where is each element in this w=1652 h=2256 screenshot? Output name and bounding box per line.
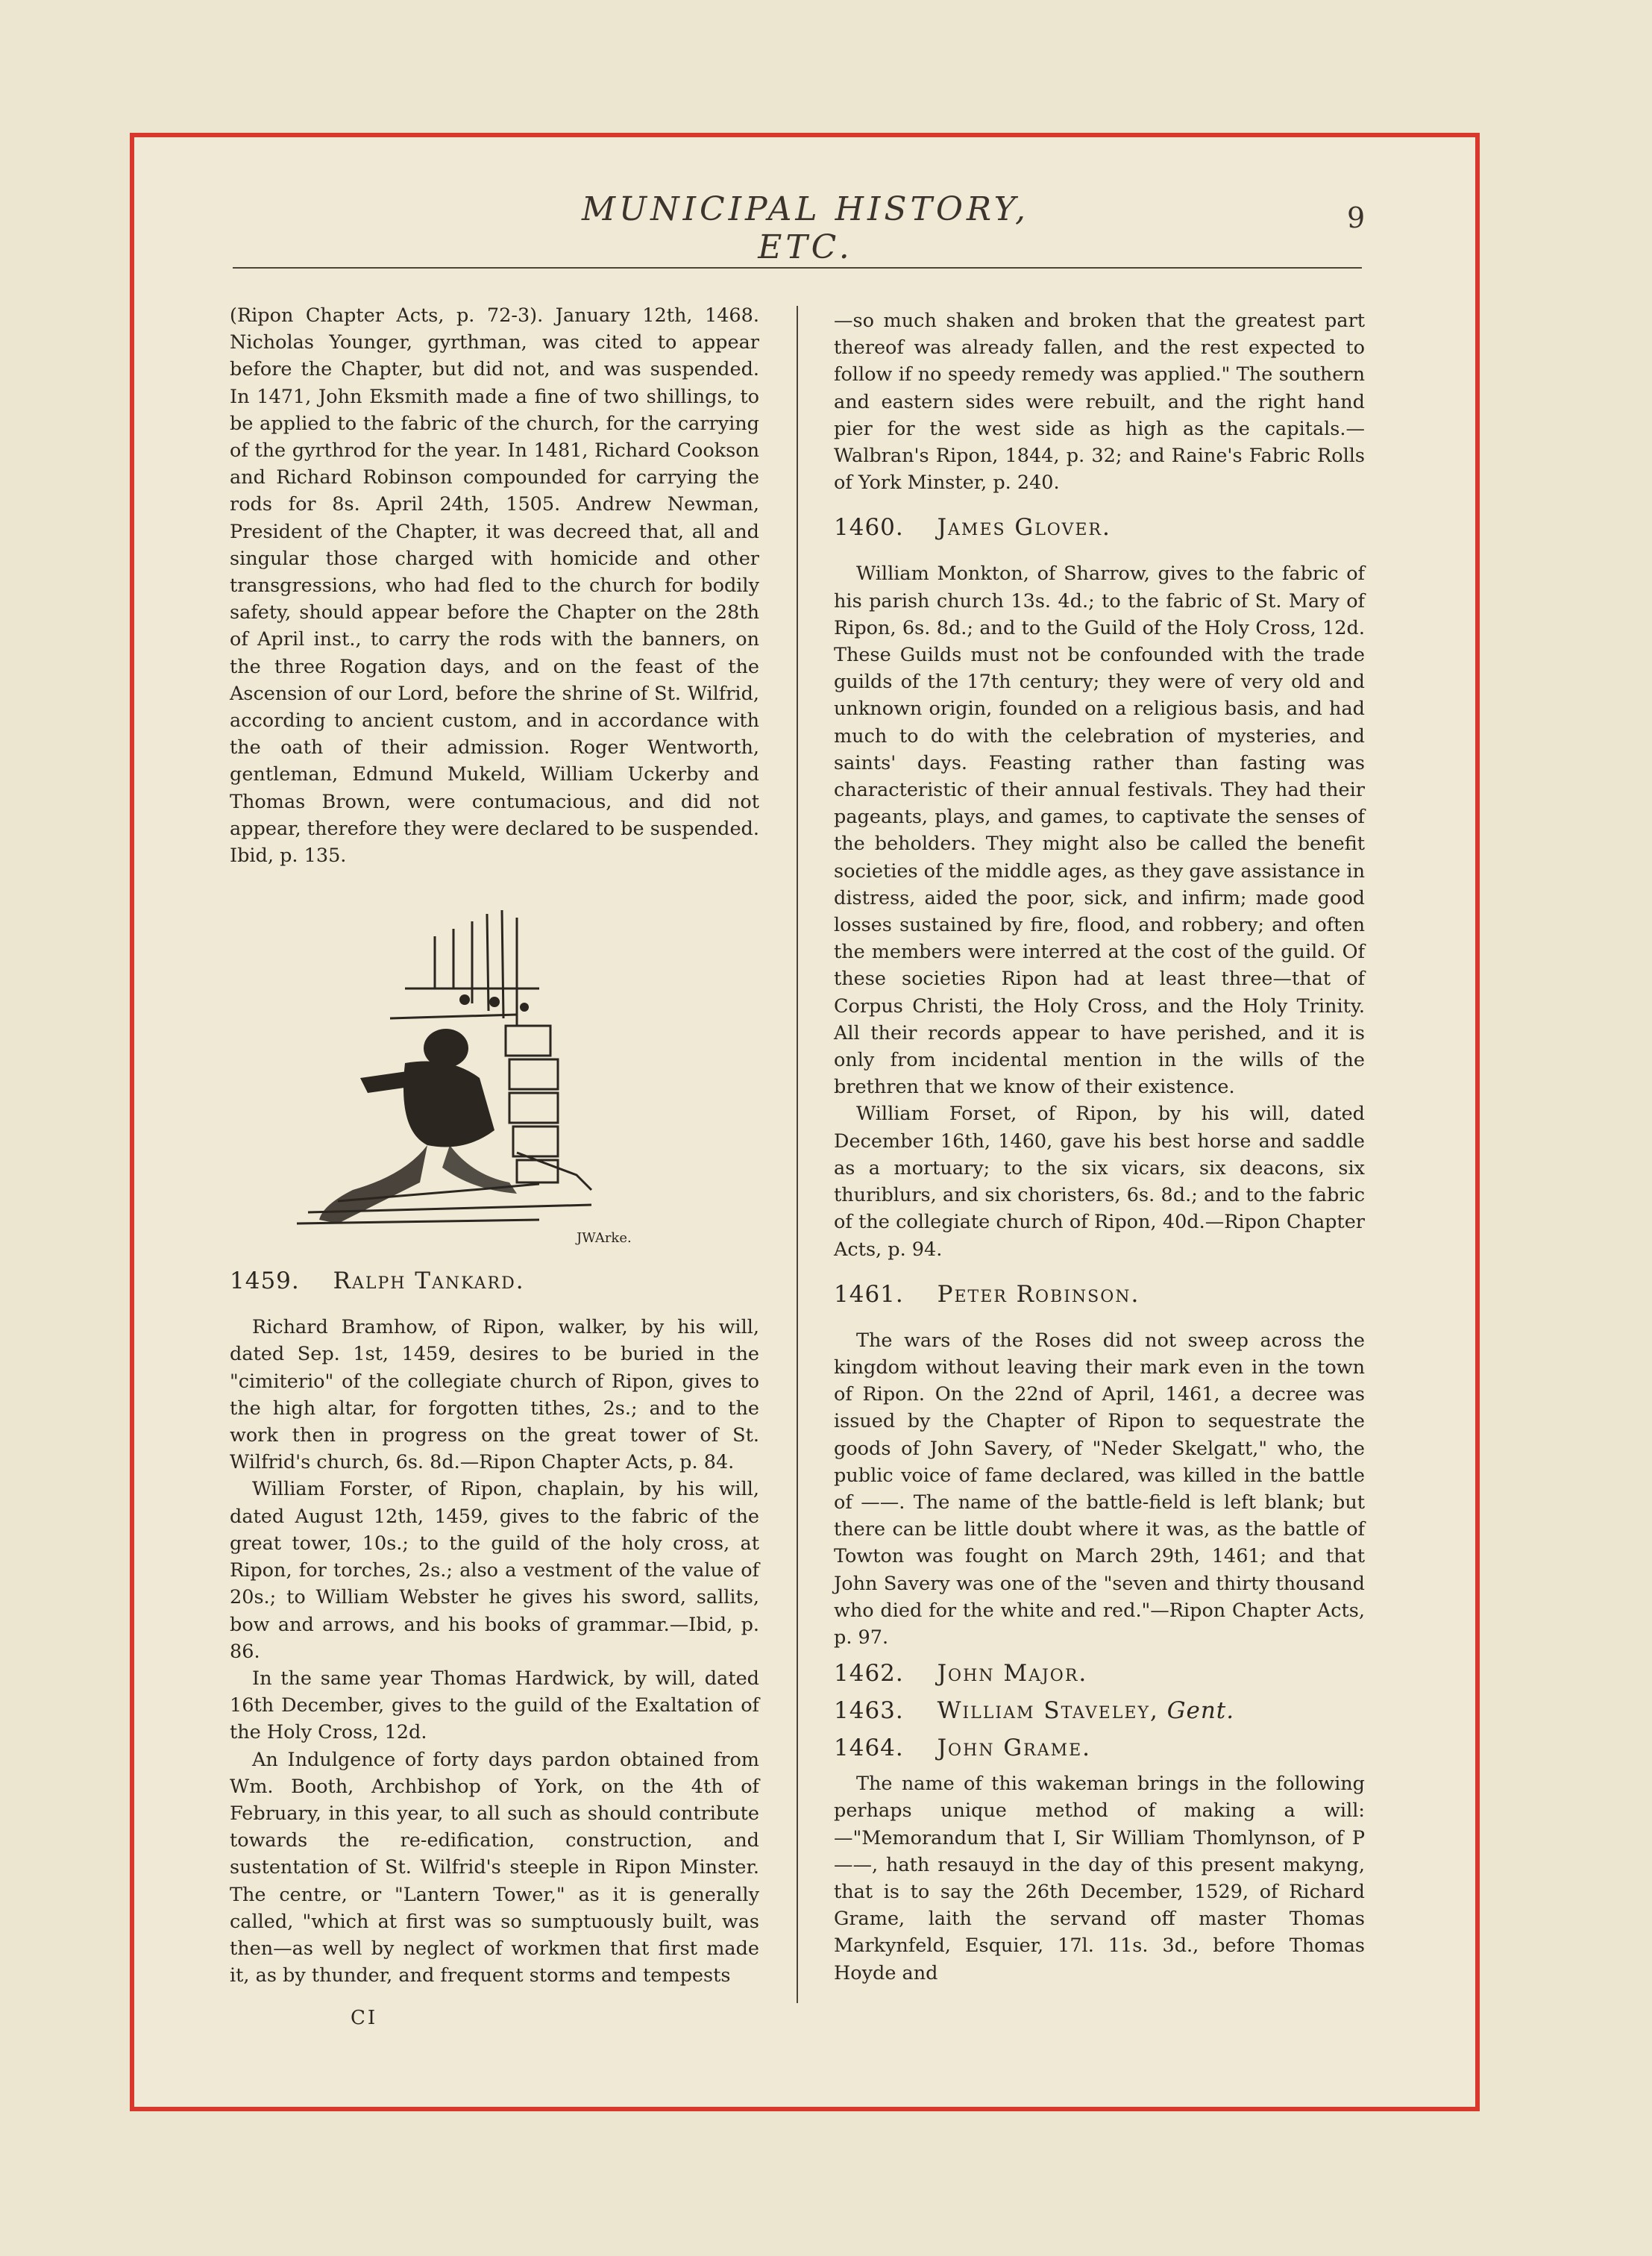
header-rule	[233, 267, 1362, 269]
heading-year: 1460.	[834, 514, 904, 542]
heading-year: 1459.	[230, 1268, 300, 1295]
heading-name: William Staveley,	[937, 1697, 1159, 1725]
paragraph: William Monkton, of Sharrow, gives to the fabric of his parish church 13s. 4d.; to the fabric of St. Mary of Ripon, 6s. 8d.; and to the Guild of the Holy Cross, 12d. These Guilds must not be confounded with the trade guilds of the 17th century; they were of very old and unknown origin, founded on a religious basis, and had much to do with the celebration of mysteries, and saints' days. Feasting rather than fasting was characteristic of their annual festivals. They had their pageants, plays, and games, to captivate the senses of the beholders. They might also be called the benefit societies of the middle ages, as they gave assistance in distress, aided the poor, sick, and infirm; made good losses sustained by fire, flood, and robbery; and often the members were interred at the cost of the guild. Of these societies Ripon had at least three—that of Corpus Christi, the Holy Cross, and the Holy Trinity. All their records appear to have perished, and it is only from incidental mention in the wills of the brethren that we know of their existence.	[834, 563, 1366, 1099]
heading-name: John Grame.	[937, 1735, 1092, 1762]
printer-signature: CI	[351, 2007, 378, 2029]
heading-name: James Glover.	[937, 514, 1111, 542]
paragraph: An Indulgence of forty days pardon obtained from Wm. Booth, Archbishop of York, on the 4th of February, in this year, to all such as should contribute towards the re-edification, construction, and sustentation of St. Wilfrid's steeple in Ripon Minster. The centre, or "Lantern Tower," as it is generally called, "which at first was so sumptuously built, was then—as well by neglect of workmen that first made it, as by thunder, and frequent storms and tempests	[230, 1748, 759, 1987]
paragraph: The name of this wakeman brings in the following perhaps unique method of making a will:—"Memorandum that I, Sir William Thomlynson, of P——, hath resauyd in the day of this present makyng, that is to say the 26th December, 1529, of Richard Grame, laith the servand off master Thomas Markynfeld, Esquier, 17l. 11s. 3d., before Thomas Hoyde and	[834, 1773, 1365, 1984]
wakeman-heading-1462	[834, 1658, 1365, 1688]
wakeman-heading-1459	[230, 1266, 759, 1296]
wakeman-heading-1461	[834, 1279, 1365, 1309]
heading-year: 1464.	[834, 1735, 904, 1762]
paragraph: In the same year Thomas Hardwick, by will, dated 16th December, gives to the guild of the Exaltation of the Holy Cross, 12d.	[230, 1667, 759, 1744]
column-divider	[797, 306, 798, 2003]
heading-year: 1462.	[834, 1660, 904, 1688]
page-number: 9	[1347, 201, 1366, 234]
heading-title: Gent.	[1166, 1697, 1235, 1725]
paragraph: —so much shaken and broken that the greatest part thereof was already fallen, and the rest expected to follow if no speedy remedy was applied." The southern and eastern sides were rebuilt, and the right hand pier for the west side as high as the capitals.—Walbran's Ripon, 1844, p. 32; and Raine's Fabric Rolls of York Minster, p. 240.	[834, 310, 1365, 495]
heading-year: 1463.	[834, 1697, 904, 1725]
artist-mark: JWArke.	[577, 1230, 632, 1247]
paragraph: The wars of the Roses did not sweep across the kingdom without leaving their mark even in the town of Ripon. On the 22nd of April, 1461, a decree was issued by the Chapter of Ripon to sequestrate the goods of John Savery, of "Neder Skelgatt," who, the public voice of fame declared, was killed in the battle of ——. The name of the battle-field is left blank; but there can be little doubt where it was, as the battle of Towton was fought on March 29th, 1461; and that John Savery was one of the "seven and thirty thousand who died for the white and red."—Ripon Chapter Acts, p. 97.	[834, 1329, 1365, 1649]
heading-year: 1461.	[834, 1280, 904, 1308]
paragraph: Richard Bramhow, of Ripon, walker, by his will, dated Sep. 1st, 1459, desires to be buried in the "cimiterio" of the collegiate church of Ripon, gives to the high altar, for forgotten tithes, 2s.; and to the work then in progress on the great tower of St. Wilfrid's church, 6s. 8d.—Ripon Chapter Acts, p. 84.	[230, 1316, 759, 1474]
wakeman-heading-1460	[834, 513, 1365, 542]
running-head: MUNICIPAL HISTORY, ETC.	[581, 190, 1030, 266]
heading-name: Peter Robinson.	[937, 1280, 1140, 1308]
paragraph: (Ripon Chapter Acts, p. 72-3). January 12th, 1468. Nicholas Younger, gyrthman, was cited to appear before the Chapter, but did not, and was suspended. In 1471, John Eksmith made a fine of two shillings, to be applied to the fabric of the church, for the carrying of the gyrthrod for the year. In 1481, Richard Cookson and Richard Robinson compounded for carrying the rods for 8s. April 24th, 1505. Andrew Newman, President of the Chapter, it was decreed that, all and singular those charged with homicide and other transgressions, who had fled to the church for bodily safety, should appear before the Chapter on the 28th of April inst., to carry the rods with the banners, on the three Rogation days, and on the feast of the Ascension of our Lord, before the shrine of St. Wilfrid, according to ancient custom, and in accordance with the oath of their admission. Roger Wentworth, gentleman, Edmund Mukeld, William Uckerby and Thomas Brown, were contumacious, and did not appear, therefore they were declared to be suspended. Ibid, p. 135.	[230, 304, 759, 868]
paragraph: William Forster, of Ripon, chaplain, by his will, dated August 12th, 1459, gives to the fabric of the great tower, 10s.; to the guild of the holy cross, at Ripon, for torches, 2s.; also a vestment of the value of 20s.; to William Webster he gives his sword, sallits, bow and arrows, and his books of grammar.—Ibid, p. 86.	[230, 1478, 759, 1663]
wakeman-heading-1464	[834, 1733, 1365, 1763]
paragraph: William Forset, of Ripon, by his will, dated December 16th, 1460, gave his best horse and saddle as a mortuary; to the six vicars, six deacons, six thuriblurs, and six choristers, 6s. 8d.; and to the fabric of the collegiate church of Ripon, 40d.—Ripon Chapter Acts, p. 94.	[834, 1103, 1365, 1261]
heading-name: Ralph Tankard.	[333, 1268, 525, 1295]
woodcut-figure-icon	[293, 906, 681, 1250]
wakeman-heading-1463	[834, 1696, 1365, 1726]
heading-name: John Major.	[937, 1660, 1088, 1688]
right-column	[834, 307, 1365, 1987]
left-column	[230, 302, 759, 1989]
